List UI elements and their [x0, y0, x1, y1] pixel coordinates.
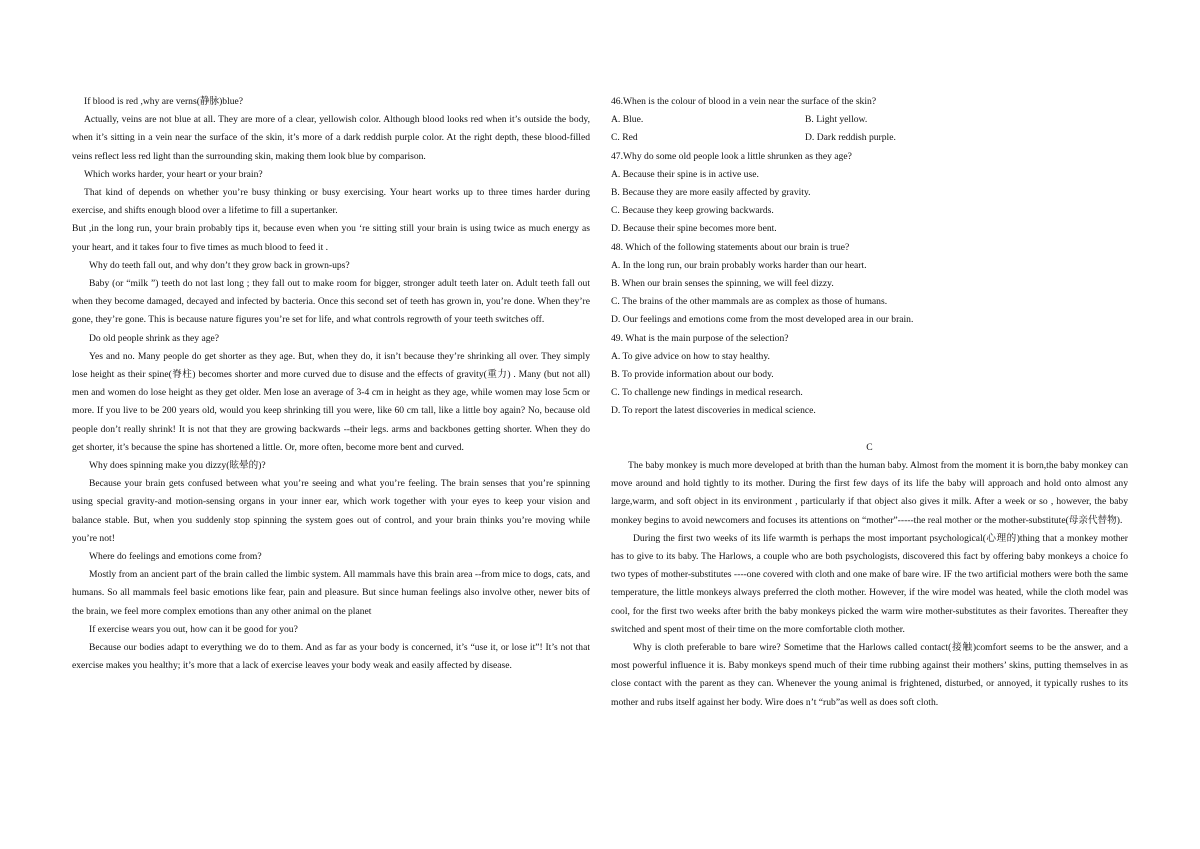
option-d: D. To report the latest discoveries in medical science. [611, 405, 816, 417]
option-d: D. Because their spine becomes more bent. [611, 223, 777, 235]
spacer [611, 421, 1128, 439]
question-46 [611, 93, 1128, 148]
paragraph: Where do feelings and emotions come from? [89, 551, 262, 563]
paragraph: The baby monkey is much more developed at brith than the human baby. Almost from the moment it is born,the baby monkey can move around and hold tightly to its mother. During the first few days of its life the baby will approach and hold onto almost any large,warm, and soft object in its environment , particularly if that object also gives it milk. After a week or so , however, the baby monkey begins to avoid newcomers and focuses its attentions on “mother”-----the real mother or the mother-substitute(母亲代替物). [611, 460, 1128, 526]
paragraph: If blood is red ,why are verns(静脉)blue? [84, 96, 244, 107]
paragraph: Which works harder, your heart or your brain? [84, 168, 263, 180]
question-stem: 46.When is the colour of blood in a vein near the surface of the skin? [611, 96, 877, 107]
question-stem: 48. Which of the following statements about our brain is true? [611, 241, 850, 253]
paragraph: But ,in the long run, your brain probably tips it, because even when you ‘re sitting still your brain is using twice as much energy as your heart, and it takes four to five times as much blood to feed it . [72, 223, 590, 253]
paragraph: Mostly from an ancient part of the brain called the limbic system. All mammals have this brain area --from mice to dogs, cats, and humans. So all mammals feel basic emotions like fear, pain and pleasure. But since human feelings also involve other, newer bits of the brain, we feel more complex emotions than any other animal on the planet [72, 569, 590, 617]
paragraph: If exercise wears you out, how can it be good for you? [89, 623, 298, 635]
option-b: B. When our brain senses the spinning, we will feel dizzy. [611, 278, 834, 290]
paragraph: Because your brain gets confused between what you’re seeing and what you’re feeling. The brain senses that you’re spinning using special gravity-and motion-sensing organs in your inner ear, which work together with your eyes to keep your vision and balance stable. But, when you suddenly stop spinning the system goes out of control, and your brain thinks you’re moving while you’re not! [72, 478, 590, 544]
question-48 [611, 239, 1128, 330]
section-heading: C [866, 441, 873, 453]
paragraph: That kind of depends on whether you’re busy thinking or busy exercising. Your heart works up to three times harder during exercise, and shifts enough blood over a lifetime to fill a supertanker. [72, 187, 590, 217]
option-c: C. Because they keep growing backwards. [611, 205, 774, 217]
paragraph: Why does spinning make you dizzy(眩晕的)? [89, 460, 266, 472]
question-stem: 49. What is the main purpose of the selection? [611, 332, 789, 344]
option-b: B. To provide information about our body. [611, 369, 774, 381]
right-column [611, 93, 1128, 712]
paragraph: Why do teeth fall out, and why don’t they grow back in grown-ups? [89, 259, 350, 271]
paragraph: Yes and no. Many people do get shorter as they age. But, when they do, it isn’t because they’re shrinking all over. They simply lose height as their spine(脊柱) becomes shorter and more curved due to disuse and the effects of gravity(重力) . Many (but not all) men and women do lose height as they get older. Men lose an average of 3-4 cm in height as they age, while women may lose 5cm or more. If you live to be 200 years old, would you keep shrinking till you were, like 60 cm tall, like a little boy again? No, because old people don’t really shrink! It is not that they are growing backwards --their legs. arms and backbones getting shorter. When they do get shorter, it’s because the spine has shortened a little. Or, more often, become more bent and curved. [72, 350, 590, 453]
question-47 [611, 148, 1128, 239]
paragraph: Why is cloth preferable to bare wire? Sometime that the Harlows called contact(接触)comfort seems to be the answer, and a most powerful influence it is. Baby monkeys spend much of their time rubbing against their mothers’ skins, putting themselves in as close contact with the parent as they can. Whenever the young animal is frightened, disturbed, or annoyed, it typically rushes to its mother and rubs itself against her body. Wire does n’t “rub”as well as does soft cloth. [611, 642, 1128, 708]
left-column [72, 93, 590, 676]
option-a: A. In the long run, our brain probably works harder than our heart. [611, 259, 867, 271]
option-c: C. The brains of the other mammals are as complex as those of humans. [611, 296, 888, 308]
option-a: A. To give advice on how to stay healthy. [611, 350, 770, 362]
option-c: C. Red [611, 132, 638, 144]
paragraph: Do old people shrink as they age? [89, 332, 220, 344]
question-49 [611, 330, 1128, 421]
option-d: D. Our feelings and emotions come from the most developed area in our brain. [611, 314, 914, 326]
option-d: D. Dark reddish purple. [805, 132, 896, 144]
paragraph: During the first two weeks of its life warmth is perhaps the most important psychological(心理的)thing that a monkey mother has to give to its baby. The Harlows, a couple who are both psychologists, discovered this fact by offering baby monkeys a choice fo two types of mother-substitutes ----one covered with cloth and one make of bare wire. IF the two artificial mothers were both the same temperature, the little monkeys always preferred the cloth mother. However, if the wire model was heated, while the cloth model was cool, for the first two weeks after brith the baby monkeys picked the warm wire mother-substitutes as their favorites. Thereafter they switched and spent most of their time on the more comfortable cloth mother. [611, 532, 1128, 635]
paragraph: Actually, veins are not blue at all. They are more of a clear, yellowish color. Although blood looks red when it’s outside the body, when it’s sitting in a vein near the surface of the skin, it’s more of a dark reddish purple color. At the right depth, these blood-filled veins reflect less red light than the surrounding skin, making them look blue by comparison. [72, 114, 590, 162]
option-a: A. Because their spine is in active use. [611, 168, 759, 180]
option-c: C. To challenge new findings in medical research. [611, 387, 803, 399]
paragraph: Because our bodies adapt to everything we do to them. And as far as your body is concerned, it’s “use it, or lose it”! It’s not that exercise makes you healthy; it’s more that a lack of exercise leaves your body weak and easily affected by disease. [72, 642, 590, 672]
option-a: A. Blue. [611, 114, 644, 126]
question-stem: 47.Why do some old people look a little shrunken as they age? [611, 150, 852, 162]
paragraph: Baby (or “milk ”) teeth do not last long ; they fall out to make room for bigger, stronger adult teeth later on. Adult teeth fall out when they become damaged, decayed and infected by bacteria. Once this second set of teeth has grown in, you’re done. When they’re gone, they’re gone. This is because nature figures you’re set for life, and what controls regrowth of your teeth switches off. [72, 278, 590, 326]
option-b: B. Light yellow. [805, 114, 868, 126]
option-b: B. Because they are more easily affected by gravity. [611, 187, 811, 199]
